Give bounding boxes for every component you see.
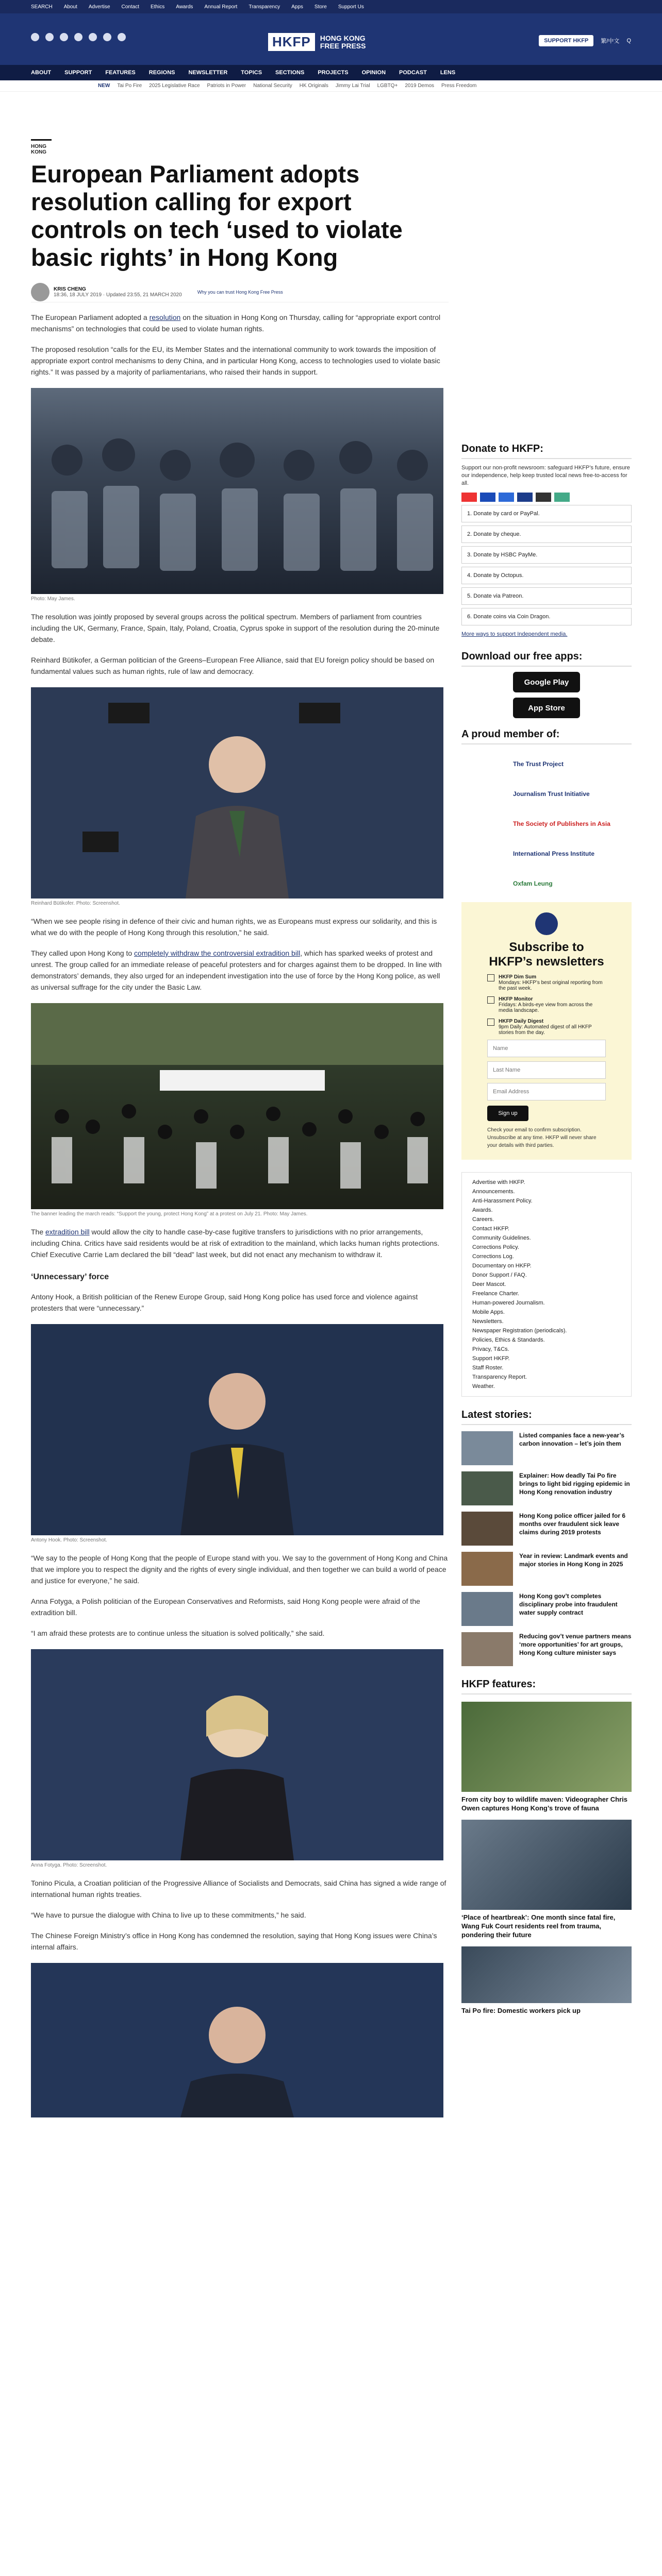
- sidebar-link[interactable]: Transparency Report.: [472, 1374, 527, 1380]
- section-heading: ‘Unnecessary’ force: [31, 1273, 109, 1281]
- sidebar-link[interactable]: Freelance Charter.: [472, 1291, 520, 1297]
- sidebar-link[interactable]: Corrections Policy.: [472, 1244, 519, 1250]
- nav-item[interactable]: REGIONS: [148, 70, 175, 76]
- latest-title: Latest stories:: [461, 1409, 632, 1425]
- parliament-speaker-illustration: [31, 687, 443, 899]
- sidebar-link[interactable]: Newspaper Registration (periodicals).: [472, 1328, 567, 1334]
- sidebar-link[interactable]: Corrections Log.: [472, 1253, 514, 1260]
- top-link[interactable]: Ethics: [150, 4, 165, 10]
- hkfp-badge-icon: [535, 912, 558, 935]
- article-date: 18:36, 18 JULY 2019 · Updated 23:55, 21 MARCH 2020: [54, 292, 182, 298]
- facebook-icon[interactable]: [31, 33, 39, 41]
- protest-march-photo: [31, 1003, 443, 1209]
- sidebar-link[interactable]: Advertise with HKFP.: [472, 1179, 525, 1185]
- nav-item[interactable]: FEATURES: [105, 70, 136, 76]
- latest-thumb: [461, 1592, 513, 1626]
- top-link[interactable]: Advertise: [88, 4, 110, 10]
- app-store-button[interactable]: App Store: [513, 698, 580, 718]
- nav-item[interactable]: PODCAST: [399, 70, 427, 76]
- newsletter-option[interactable]: HKFP Daily Digest 9pm Daily: Automated digest of all HKFP stories from the day.: [487, 1019, 606, 1036]
- latest-item[interactable]: Hong Kong gov’t completes disciplinary probe into fraudulent water supply contract: [461, 1592, 632, 1626]
- paypal-icon: [517, 493, 533, 502]
- partner-logo[interactable]: International Press Institute: [513, 850, 595, 857]
- latest-thumb: [461, 1552, 513, 1586]
- riot-police-illustration: [31, 388, 443, 594]
- latest-item[interactable]: Reducing gov’t venue partners means ‘more opportunities’ for art groups, Hong Kong culture minister says: [461, 1632, 632, 1666]
- sidebar-link[interactable]: Mobile Apps.: [472, 1309, 505, 1315]
- paragraph: The proposed resolution “calls for the EU, its Member States and the international community to work towards the imposition of appropriate export control mechanisms to deny China, and in particular Hong Kong, access to technologies used to violate basic rights.” It was passed by a majority of parliamentarians, who raised their hands in support.: [31, 345, 440, 376]
- paragraph: Anna Fotyga, a Polish politician of the European Conservatives and Reformists, said Hong Kong people were afraid of the extradition bill.: [31, 1597, 420, 1617]
- apps-title: Download our free apps:: [461, 651, 632, 667]
- email-field[interactable]: Email Address: [487, 1083, 606, 1100]
- google-play-button[interactable]: Google Play: [513, 672, 580, 692]
- nav-item[interactable]: TOPICS: [241, 70, 262, 76]
- article: [31, 139, 449, 2117]
- photo-caption: Antony Hook. Photo: Screenshot.: [31, 1537, 107, 1543]
- mastercard-icon: [461, 493, 477, 502]
- withdraw-link[interactable]: completely withdraw the controversial extradition bill: [134, 949, 301, 957]
- rss-icon[interactable]: [118, 33, 126, 41]
- nav-item[interactable]: PROJECTS: [318, 70, 349, 76]
- trust-link[interactable]: Why you can trust Hong Kong Free Press: [197, 289, 283, 295]
- footer-links: [461, 1172, 632, 1397]
- article-title: European Parliament adopts resolution calling for export controls on tech ‘used to violate basic rights’ in Hong Kong: [31, 160, 403, 271]
- googlepay-icon: [554, 493, 570, 502]
- donate-text: Support our non-profit newsroom: safeguard HKFP’s future, ensure our independence, help keep trusted local news free-to-access for all.: [461, 465, 630, 486]
- donate-more-link[interactable]: More ways to support Independent media.: [461, 631, 568, 637]
- top-link[interactable]: Contact: [121, 4, 139, 10]
- photo-caption: Photo: May James.: [31, 596, 75, 602]
- telegram-icon[interactable]: [103, 33, 111, 41]
- feature-image: [461, 1820, 632, 1910]
- paragraph: “I am afraid these protests are to continue unless the situation is solved politically,” she said.: [31, 1629, 325, 1637]
- photo-caption: Reinhard Bütikofer. Photo: Screenshot.: [31, 901, 120, 906]
- top-link[interactable]: Awards: [176, 4, 193, 10]
- sidebar-link[interactable]: Weather.: [472, 1383, 495, 1389]
- trend-link[interactable]: 2019 Demos: [405, 83, 435, 89]
- paragraph: “We have to pursue the dialogue with China to live up to these commitments,” he said.: [31, 1911, 306, 1919]
- paragraph: “When we see people rising in defence of their civic and human rights, we as Europeans must express our solidarity, and this is what we do with the people of Hong Kong through this resolution,” he said.: [31, 917, 437, 937]
- sidebar-link[interactable]: Documentary on HKFP.: [472, 1263, 532, 1269]
- sidebar-link[interactable]: Human-powered Journalism.: [472, 1300, 545, 1306]
- sidebar-link[interactable]: Privacy, T&Cs.: [472, 1346, 509, 1352]
- visa-icon: [480, 493, 495, 502]
- sidebar-link[interactable]: Community Guidelines.: [472, 1235, 531, 1241]
- twitter-icon[interactable]: [45, 33, 54, 41]
- top-link[interactable]: SEARCH: [31, 4, 53, 10]
- latest-item[interactable]: Listed companies face a new-year’s carbon innovation – let’s join them: [461, 1431, 632, 1465]
- trend-link[interactable]: Tai Po Fire: [117, 83, 142, 89]
- instagram-icon[interactable]: [60, 33, 68, 41]
- hook-photo: [31, 1324, 443, 1535]
- last-name-field[interactable]: Last Name: [487, 1061, 606, 1079]
- extradition-link[interactable]: extradition bill: [45, 1228, 90, 1236]
- byline: [31, 282, 449, 302]
- main-nav: [0, 65, 662, 80]
- linkedin-icon[interactable]: [89, 33, 97, 41]
- paragraph: They called upon Hong Kong to completely withdraw the controversial extradition bill, which has sparked weeks of protest and unrest. The group called for an immediate release of peaceful protesters and for charges against them to be dropped. In line with demonstrators’ demands, they also urged for an independent investigation into the use of force by the Hong Kong police, as well as universal suffrage for the city under the Basic Law.: [31, 949, 442, 991]
- author-avatar: [31, 283, 49, 301]
- newsletter-option[interactable]: HKFP Dim Sum Mondays: HKFP’s best original reporting from the past week.: [487, 974, 606, 991]
- top-link[interactable]: Annual Report: [204, 4, 238, 10]
- photo-caption: Anna Fotyga. Photo: Screenshot.: [31, 1862, 107, 1868]
- paragraph: The Chinese Foreign Ministry’s office in Hong Kong has condemned the resolution, saying that Hong Kong issues were China’s internal affairs.: [31, 1931, 437, 1951]
- sidebar-link[interactable]: Awards.: [472, 1207, 493, 1213]
- partner-logo[interactable]: The Trust Project: [513, 760, 564, 768]
- article-category[interactable]: HONG KONG: [31, 139, 52, 155]
- nav-item[interactable]: OPINION: [361, 70, 386, 76]
- paragraph: The extradition bill would allow the city to handle case-by-case fugitive transfers to jurisdictions with no prior arrangements, including China. Critics have said residents would be at risk of extradition to the mainland, which lacks human rights protections. Chief Executive Carrie Lam declared the bill “dead” last week, but did not enact any mechanism to withdraw it.: [31, 1228, 440, 1259]
- member-title: A proud member of:: [461, 728, 632, 744]
- features-title: HKFP features:: [461, 1679, 632, 1694]
- trend-link[interactable]: National Security: [253, 83, 292, 89]
- resolution-link[interactable]: resolution: [149, 313, 181, 321]
- protest-crowd-illustration: [31, 1003, 443, 1209]
- support-button[interactable]: SUPPORT HKFP: [539, 35, 593, 46]
- latest-item[interactable]: Year in review: Landmark events and major stories in Hong Kong in 2025: [461, 1552, 632, 1586]
- parliament-speaker-illustration: [31, 1649, 443, 1860]
- new-badge: NEW: [98, 83, 110, 89]
- sidebar-link[interactable]: Announcements.: [472, 1189, 515, 1195]
- donate-option[interactable]: 3. Donate by HSBC PayMe.: [461, 546, 632, 564]
- name-field[interactable]: Name: [487, 1040, 606, 1057]
- sidebar-link[interactable]: Anti-Harassment Policy.: [472, 1198, 533, 1204]
- sidebar-link[interactable]: Contact HKFP.: [472, 1226, 509, 1232]
- feature-item[interactable]: From city boy to wildlife maven: Videographer Chris Owen captures Hong Kong’s trove of fauna: [461, 1702, 632, 1812]
- site-logo[interactable]: [268, 33, 366, 51]
- paragraph: Antony Hook, a British politician of the Renew Europe Group, said Hong Kong police has used force and violence against protesters that were “unnecessary.”: [31, 1293, 418, 1312]
- butikofer-photo: [31, 687, 443, 899]
- photo-caption: The banner leading the march reads: “Support the young, protect Hong Kong” at a protest on July 21. Photo: May James.: [31, 1211, 308, 1217]
- riot-police-photo: [31, 388, 443, 594]
- parliament-speaker-illustration: [31, 1963, 443, 2117]
- nav-item[interactable]: NEWSLETTER: [188, 70, 228, 76]
- newsletter-option[interactable]: HKFP Monitor Fridays: A birds-eye view from across the media landscape.: [487, 996, 606, 1013]
- paragraph: The resolution was jointly proposed by several groups across the political spectrum. Members of parliament from countries including the UK, Germany, France, Spain, Italy, Poland, Croatia, Cyprus spoke in support of the resolution during the 20-minute debate.: [31, 613, 440, 643]
- newsletter-note: Check your email to confirm subscription. Unsubscribe at any time. HKFP will never share your details with third parties.: [487, 1127, 597, 1148]
- nav-item[interactable]: ABOUT: [31, 70, 52, 76]
- nav-item[interactable]: SUPPORT: [64, 70, 92, 76]
- sidebar-link[interactable]: Staff Roster.: [472, 1365, 504, 1371]
- amex-icon: [499, 493, 514, 502]
- trend-link[interactable]: Patriots in Power: [207, 83, 246, 89]
- sidebar: [461, 443, 632, 2015]
- youtube-icon[interactable]: [74, 33, 82, 41]
- payment-icons: [461, 493, 632, 502]
- feature-image: [461, 1946, 632, 2003]
- logo-box: HKFP: [268, 33, 315, 51]
- newsletter-title: Subscribe to HKFP’s newsletters: [489, 940, 604, 969]
- author-name[interactable]: KRIS CHENG: [54, 286, 86, 292]
- latest-thumb: [461, 1632, 513, 1666]
- sidebar-link[interactable]: Careers.: [472, 1216, 494, 1223]
- language-link[interactable]: 繁/中文: [601, 38, 620, 44]
- feature-item[interactable]: ‘Place of heartbreak’: One month since fatal fire, Wang Fuk Court residents reel from trauma, pondering their future: [461, 1820, 632, 1939]
- paragraph: Reinhard Bütikofer, a German politician of the Greens–European Free Alliance, said that EU foreign policy should be based on fundamental values such as human rights, rule of law and democracy.: [31, 656, 435, 675]
- trend-link[interactable]: HK Originals: [299, 83, 328, 89]
- parliament-speaker-illustration: [31, 1324, 443, 1535]
- top-link[interactable]: Apps: [291, 4, 303, 10]
- partner-logo[interactable]: Oxfam Leung: [513, 880, 553, 887]
- sidebar-link[interactable]: Support HKFP.: [472, 1355, 510, 1362]
- paragraph: Tonino Picula, a Croatian politician of the Progressive Alliance of Socialists and Democrats, said China has signed a wide range of international human rights treaties.: [31, 1879, 446, 1899]
- donate-option[interactable]: 5. Donate via Patreon.: [461, 587, 632, 605]
- latest-item[interactable]: Explainer: How deadly Tai Po fire brings to light bid rigging epidemic in Hong Kong renovation industry: [461, 1471, 632, 1505]
- sidebar-link[interactable]: Donor Support / FAQ.: [472, 1272, 527, 1278]
- logo-line2: FREE PRESS: [320, 41, 366, 50]
- newsletter-box: [461, 902, 632, 1160]
- site-header: [0, 13, 662, 65]
- picula-photo: [31, 1963, 443, 2117]
- donate-option[interactable]: 1. Donate by card or PayPal.: [461, 505, 632, 522]
- nav-item[interactable]: SECTIONS: [275, 70, 305, 76]
- trend-link[interactable]: LGBTQ+: [377, 83, 398, 89]
- feature-image: [461, 1702, 632, 1792]
- top-link[interactable]: Store: [314, 4, 327, 10]
- paragraph: “We say to the people of Hong Kong that the people of Europe stand with you. We say to the government of Hong Kong and China that we implore you to respect the dignity and the rights of every single individual, and then together we can build a world of peace and justice for everyone,” he said.: [31, 1554, 448, 1585]
- donate-option[interactable]: 2. Donate by cheque.: [461, 526, 632, 543]
- latest-item[interactable]: Hong Kong police officer jailed for 6 months over fraudulent sick leave claims during 2019 protests: [461, 1512, 632, 1546]
- search-icon[interactable]: Q: [626, 38, 631, 44]
- sidebar-link[interactable]: Deer Mascot.: [472, 1281, 506, 1287]
- trend-link[interactable]: Press Freedom: [441, 83, 477, 89]
- partner-logo[interactable]: The Society of Publishers in Asia: [513, 820, 610, 827]
- checkbox[interactable]: [487, 974, 494, 981]
- top-link[interactable]: Support Us: [338, 4, 364, 10]
- partner-logo[interactable]: Journalism Trust Initiative: [513, 790, 590, 798]
- applepay-icon: [536, 493, 551, 502]
- sidebar-link[interactable]: Policies, Ethics & Standards.: [472, 1337, 545, 1343]
- top-link[interactable]: Transparency: [249, 4, 280, 10]
- latest-thumb: [461, 1431, 513, 1465]
- latest-thumb: [461, 1512, 513, 1546]
- trending-bar: [0, 80, 662, 92]
- top-utility-bar: [0, 0, 662, 13]
- nav-item[interactable]: LENS: [440, 70, 456, 76]
- logo-line1: HONG KONG: [320, 33, 366, 42]
- donate-title: Donate to HKFP:: [461, 443, 632, 459]
- checkbox[interactable]: [487, 1019, 494, 1026]
- donate-option[interactable]: 6. Donate coins via Coin Dragon.: [461, 608, 632, 625]
- top-link[interactable]: About: [63, 4, 77, 10]
- trend-link[interactable]: 2025 Legislative Race: [149, 83, 200, 89]
- latest-thumb: [461, 1471, 513, 1505]
- signup-button[interactable]: Sign up: [487, 1106, 528, 1121]
- feature-item[interactable]: Tai Po fire: Domestic workers pick up: [461, 1946, 632, 2015]
- donate-option[interactable]: 4. Donate by Octopus.: [461, 567, 632, 584]
- social-icons: [31, 33, 126, 41]
- checkbox[interactable]: [487, 996, 494, 1004]
- sidebar-link[interactable]: Newsletters.: [472, 1318, 504, 1325]
- fotyga-photo: [31, 1649, 443, 1860]
- paragraph: The European Parliament adopted a resolution on the situation in Hong Kong on Thursday, calling for “appropriate export control mechanisms” on technologies that could be used to violate human rights.: [31, 313, 441, 333]
- trend-link[interactable]: Jimmy Lai Trial: [335, 83, 370, 89]
